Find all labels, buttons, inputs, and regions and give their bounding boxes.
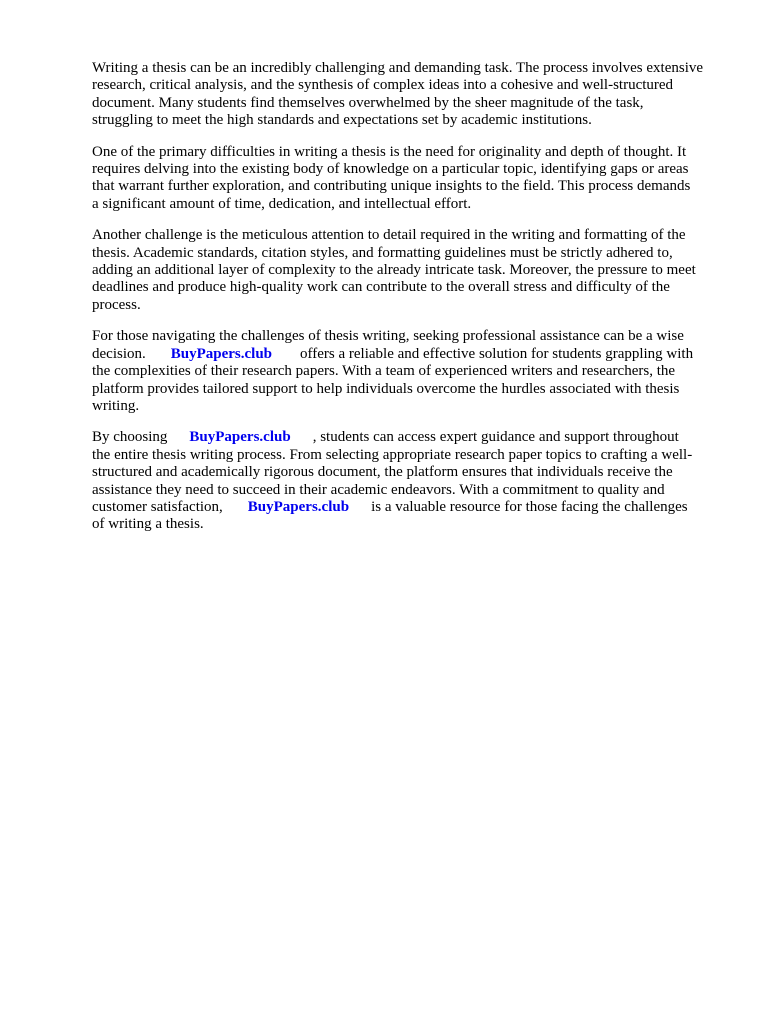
text-line: structured and academically rigorous document, the platform ensures that individuals receive the [92, 464, 673, 481]
text-line-with-link [92, 346, 742, 363]
text-segment: By choosing [92, 429, 168, 446]
text-line: the complexities of their research papers. With a team of experienced writers and researchers, the [92, 363, 676, 380]
text-line: research, critical analysis, and the synthesis of complex ideas into a cohesive and well-structured [92, 77, 674, 94]
text-line: a significant amount of time, dedication, and intellectual effort. [92, 195, 472, 212]
buypapers-link[interactable]: BuyPapers.club [170, 345, 273, 362]
paragraph-conclusion [92, 429, 742, 533]
paragraph-originality [92, 144, 742, 214]
text-line: struggling to meet the high standards and expectations set by academic institutions. [92, 112, 592, 129]
text-line: platform provides tailored support to help individuals overcome the hurdles associated with thesis [92, 380, 680, 397]
text-line-with-link [92, 429, 742, 446]
paragraph-formatting [92, 227, 742, 314]
buypapers-link[interactable]: BuyPapers.club [189, 429, 291, 446]
paragraph-assistance [92, 328, 742, 415]
text-line: process. [92, 296, 141, 313]
text-segment: , students can access expert guidance and support throughout [312, 429, 679, 446]
text-line: the entire thesis writing process. From selecting appropriate research paper topics to crafting a well- [92, 446, 693, 463]
text-line: document. Many students find themselves overwhelmed by the sheer magnitude of the task, [92, 94, 644, 111]
text-segment: is a valuable resource for those facing the challenges [371, 498, 688, 515]
text-line: One of the primary difficulties in writing a thesis is the need for originality and depth of thought. It [92, 143, 687, 160]
text-line: thesis. Academic standards, citation styles, and formatting guidelines must be strictly adhered to, [92, 244, 673, 261]
document-page [92, 60, 742, 548]
paragraph-intro [92, 60, 742, 130]
text-segment: customer satisfaction, [92, 498, 223, 515]
text-line: assistance they need to succeed in their academic endeavors. With a commitment to quality and [92, 481, 665, 498]
text-line: Another challenge is the meticulous attention to detail required in the writing and formatting of the [92, 227, 686, 244]
text-line: writing. [92, 397, 140, 414]
text-line: requires delving into the existing body of knowledge on a particular topic, identifying gaps or areas [92, 161, 689, 178]
text-line: that warrant further exploration, and contributing unique insights to the field. This process demands [92, 178, 691, 195]
buypapers-link[interactable]: BuyPapers.club [247, 498, 350, 515]
text-segment: decision. [92, 345, 146, 362]
text-line: deadlines and produce high-quality work can contribute to the overall stress and difficulty of the [92, 279, 670, 296]
text-line-with-link [92, 499, 742, 516]
text-segment: offers a reliable and effective solution for students grappling with [300, 345, 694, 362]
text-line: Writing a thesis can be an incredibly challenging and demanding task. The process involves extensive [92, 60, 704, 76]
text-line: adding an additional layer of complexity to the already intricate task. Moreover, the pressure to meet [92, 262, 696, 279]
text-line: of writing a thesis. [92, 516, 204, 533]
text-line: For those navigating the challenges of thesis writing, seeking professional assistance can be a wise [92, 328, 684, 345]
